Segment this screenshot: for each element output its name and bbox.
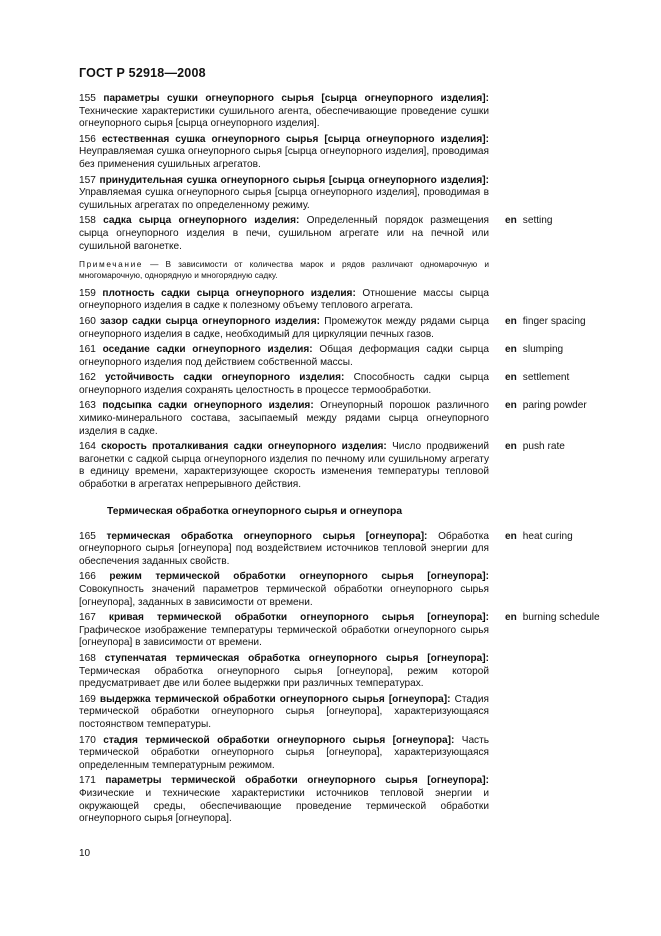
entry-number: 164 xyxy=(79,441,96,453)
entry-definition: Технические характеристики сушильного агента, обеспечивающие проведение сушки огнеупорного сырья [сырца огнеупорного изделия]. xyxy=(79,105,489,130)
entries-group-a xyxy=(79,93,639,253)
entry-number: 166 xyxy=(79,571,96,583)
entry-number: 160 xyxy=(79,315,96,327)
term-entry xyxy=(79,372,639,397)
entry-definition: Неуправляемая сушка огнеупорного сырья [сырца огнеупорного изделия], проводимая без применения сушильных агрегатов. xyxy=(79,146,489,170)
term-entry xyxy=(79,400,639,438)
entry-text xyxy=(79,316,489,341)
english-equivalent xyxy=(505,612,600,625)
term-entry xyxy=(79,775,639,825)
entry-number: 159 xyxy=(79,287,96,299)
term-entry xyxy=(79,316,639,341)
term-entry xyxy=(79,653,639,691)
document-header: ГОСТ Р 52918—2008 xyxy=(79,66,206,80)
entry-text xyxy=(79,441,489,491)
entry-definition: Отношение массы сырца огнеупорного изделия в садке к полезному объему теплового агрегата. xyxy=(79,287,489,312)
english-equivalent xyxy=(505,372,569,385)
language-code: en xyxy=(505,441,517,453)
entry-term: стадия термической обработки огнеупорного сырья [огнеупора]: xyxy=(103,734,455,746)
entry-term: естественная сушка огнеупорного сырья [сырца огнеупорного изделия]: xyxy=(101,133,489,145)
entry-number: 156 xyxy=(79,133,96,145)
entry-text xyxy=(79,653,489,691)
entry-text xyxy=(79,288,489,313)
english-equivalent xyxy=(505,441,565,454)
english-term: push rate xyxy=(522,441,565,453)
entry-term: параметры термической обработки огнеупорного сырья [огнеупора]: xyxy=(105,775,489,787)
english-equivalent xyxy=(505,316,586,329)
entry-term: садка сырца огнеупорного изделия: xyxy=(103,215,300,227)
english-term: finger spacing xyxy=(522,315,586,327)
entry-definition: Часть термической обработки огнеупорного сырья [огнеупора], характеризующаяся определенным температурным режимом. xyxy=(79,734,489,771)
entry-definition: Промежуток между рядами сырца огнеупорного изделия в садке, необходимый для циркуляции печных газов. xyxy=(79,315,489,340)
language-code: en xyxy=(505,344,517,356)
note-text: — В зависимости от количества марок и рядов различают одномарочную и многомарочную, однорядную и многорядную садку. xyxy=(79,259,489,281)
section-heading: Термическая обработка огнеупорного сырья и огнеупора xyxy=(107,505,403,517)
entry-text xyxy=(79,775,489,825)
entry-number: 157 xyxy=(79,174,96,186)
entry-number: 158 xyxy=(79,215,96,227)
entry-term: оседание садки огнеупорного изделия: xyxy=(102,344,313,356)
entry-term: плотность садки сырца огнеупорного изделия: xyxy=(102,287,356,299)
entry-text xyxy=(79,372,489,397)
english-term: slumping xyxy=(522,344,564,356)
english-equivalent xyxy=(505,215,553,228)
entry-definition: Общая деформация садки сырца огнеупорного изделия под действием собственной массы. xyxy=(79,344,489,368)
note-label: Примечание xyxy=(79,259,144,270)
entry-definition: Огнеупорный порошок различного химико-минерального состава, засыпаемый между рядами сырца огнеупорного изделия в садке. xyxy=(79,400,489,437)
entry-definition: Способность садки сырца огнеупорного изделия сохранять целостность в процессе термообработки. xyxy=(79,372,489,396)
language-code: en xyxy=(505,400,517,412)
entry-term: параметры сушки огнеупорного сырья [сырца огнеупорного изделия]: xyxy=(103,93,489,104)
term-entry xyxy=(79,288,639,313)
entry-text xyxy=(79,400,489,438)
entry-term: кривая термической обработки огнеупорного сырья [огнеупора]: xyxy=(108,612,489,624)
entry-term: устойчивость садки огнеупорного изделия: xyxy=(105,372,345,384)
entry-text xyxy=(79,735,489,773)
entry-term: принудительная сушка огнеупорного сырья [сырца огнеупорного изделия]: xyxy=(99,174,489,186)
entry-text xyxy=(79,531,489,569)
term-entry xyxy=(79,441,639,491)
entry-definition: Совокупность значений параметров термической обработки огнеупорного сырья [огнеупора], заданных в зависимости от времени. xyxy=(79,584,489,608)
entry-text xyxy=(79,175,489,213)
entry-number: 167 xyxy=(79,612,96,624)
language-code: en xyxy=(505,215,517,227)
term-entry xyxy=(79,175,639,213)
entry-text xyxy=(79,93,489,131)
entry-number: 161 xyxy=(79,344,96,356)
term-entry xyxy=(79,93,639,131)
entry-definition: Стадия термической обработки огнеупорного сырья [огнеупора], характеризующаяся постоянством температуры. xyxy=(79,693,489,730)
entry-term: подсыпка садки огнеупорного изделия: xyxy=(102,400,314,412)
term-entry xyxy=(79,612,639,650)
entry-number: 163 xyxy=(79,400,96,412)
term-entry xyxy=(79,134,639,172)
entry-text xyxy=(79,134,489,172)
entry-number: 165 xyxy=(79,530,96,542)
entry-definition: Определенный порядок размещения сырца огнеупорного изделия в печи, сушильном агрегате или на печной или сушильной вагонетке. xyxy=(79,215,490,252)
english-term: setting xyxy=(522,215,553,227)
page-number: 10 xyxy=(79,848,91,859)
entry-definition: Графическое изображение температуры термической обработки огнеупорного сырья [огнеупора] в зависимости от времени. xyxy=(79,624,489,649)
language-code: en xyxy=(505,315,517,327)
note xyxy=(79,259,489,282)
english-equivalent xyxy=(505,344,563,357)
entry-number: 168 xyxy=(79,652,96,664)
term-entry xyxy=(79,531,639,569)
english-equivalent xyxy=(505,400,587,413)
entry-definition: Обработка огнеупорного сырья [огнеупора] под воздействием источников тепловой энергии для обеспечения заданных свойств. xyxy=(79,530,489,567)
entry-term: режим термической обработки огнеупорного сырья [огнеупора]: xyxy=(109,571,489,583)
english-term: heat curing xyxy=(522,530,573,542)
entry-number: 170 xyxy=(79,734,96,746)
entry-definition: Термическая обработка огнеупорного сырья [огнеупора], режим которой предусматривает две или более выдержки при различных температурах. xyxy=(79,665,489,690)
entry-term: зазор садки сырца огнеупорного изделия: xyxy=(100,315,320,327)
entry-term: ступенчатая термическая обработка огнеупорного сырья [огнеупора]: xyxy=(104,652,489,664)
english-term: paring powder xyxy=(522,400,587,412)
entry-text xyxy=(79,694,489,732)
term-entries xyxy=(79,93,639,829)
entry-number: 171 xyxy=(79,775,96,787)
english-term: burning schedule xyxy=(522,612,600,624)
entry-text xyxy=(79,215,489,253)
entry-definition: Управляемая сушка огнеупорного сырья [сырца огнеупорного изделия], проводимая в сушильных агрегатах по определенному режиму. xyxy=(79,187,489,211)
entry-term: выдержка термической обработки огнеупорного сырья [огнеупора]: xyxy=(99,693,451,705)
language-code: en xyxy=(505,612,517,624)
entry-text xyxy=(79,344,489,369)
entries-group-c xyxy=(79,531,639,826)
entry-number: 169 xyxy=(79,693,96,705)
entry-term: скорость проталкивания садки огнеупорного изделия: xyxy=(101,441,387,453)
language-code: en xyxy=(505,372,517,384)
english-equivalent xyxy=(505,531,573,544)
term-entry xyxy=(79,215,639,253)
language-code: en xyxy=(505,530,517,542)
english-term: settlement xyxy=(522,372,570,384)
entry-number: 155 xyxy=(79,93,96,104)
entry-definition: Физические и технические характеристики источников тепловой энергии и окружающей среды, обеспечивающие проведение термической обработки огнеупорного сырья [огнеупора]. xyxy=(79,787,489,825)
term-entry xyxy=(79,571,639,609)
term-entry xyxy=(79,735,639,773)
entry-text xyxy=(79,612,489,650)
entry-number: 162 xyxy=(79,372,96,384)
entries-group-b xyxy=(79,288,639,492)
entry-text xyxy=(79,571,489,609)
term-entry xyxy=(79,694,639,732)
term-entry xyxy=(79,344,639,369)
entry-definition: Число продвижений вагонетки с садкой сырца огнеупорного изделия по печному или сушильному агрегату в единицу времени, характеризующее скорость изменения температуры тепловой обработки в агрегатах непрерывного действия. xyxy=(79,441,489,491)
entry-term: термическая обработка огнеупорного сырья [огнеупора]: xyxy=(106,530,428,542)
